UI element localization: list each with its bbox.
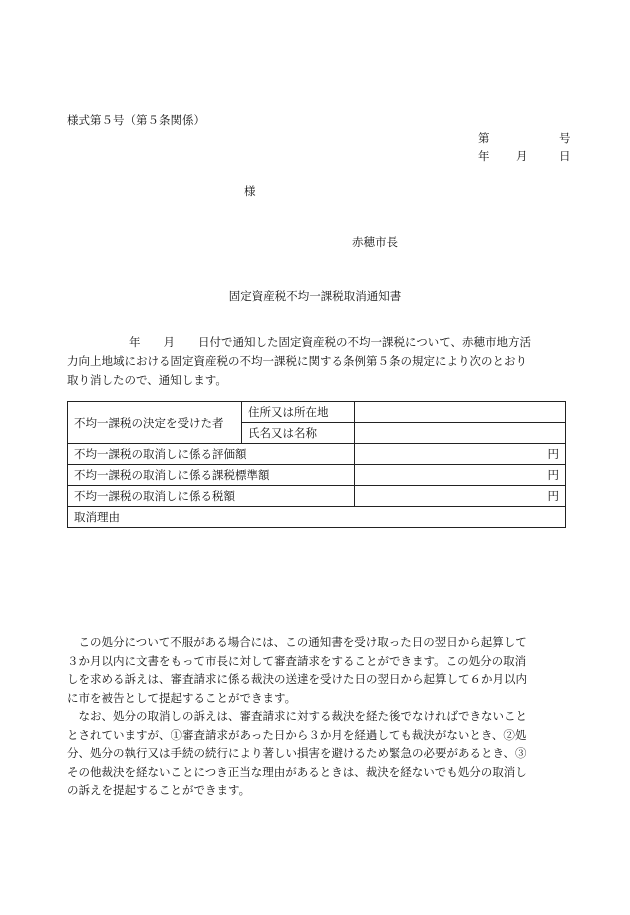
name-value xyxy=(355,423,566,444)
date-year: 年 xyxy=(478,149,490,163)
intro-line-3: 取り消したので、通知します。 xyxy=(67,373,227,387)
address-label: 住所又は所在地 xyxy=(242,402,355,423)
tax-amount-unit: 円 xyxy=(355,486,566,507)
assessed-value-unit: 円 xyxy=(355,444,566,465)
appeal-notice xyxy=(67,633,567,800)
notice-line: この処分について不服がある場合には、この通知書を受け取った日の翌日から起算して xyxy=(67,635,527,649)
notice-line: に市を被告として提起することができます。 xyxy=(67,690,297,705)
assessed-value-label: 不均一課税の取消しに係る評価額 xyxy=(68,444,355,465)
recipient-label: 不均一課税の決定を受けた者 xyxy=(68,402,242,444)
intro-line-2: 力向上地域における固定資産税の不均一課税に関する条例第５条の規定により次のとおり xyxy=(67,354,527,368)
notice-line: ３か月以内に文書をもって市長に対して審査請求をすることができます。この処分の取消 xyxy=(67,653,527,668)
notice-line: とされていますが、①審査請求があった日から３か月を経過しても裁決がないとき、②処 xyxy=(67,727,527,742)
table-row xyxy=(68,486,566,507)
tax-base-label: 不均一課税の取消しに係る課税標準額 xyxy=(68,465,355,486)
tax-base-unit: 円 xyxy=(355,465,566,486)
notice-line: しを求める訴えは、審査請求に係る裁決の送達を受けた日の翌日から起算して６か月以内 xyxy=(67,672,527,686)
tax-amount-label: 不均一課税の取消しに係る税額 xyxy=(68,486,355,507)
number-suffix: 号 xyxy=(559,131,571,145)
table-row xyxy=(68,444,566,465)
number-prefix: 第 xyxy=(478,131,490,145)
document-title: 固定資産税不均一課税取消通知書 xyxy=(228,289,402,303)
date-day: 日 xyxy=(559,149,571,163)
cancellation-details-table xyxy=(67,401,566,528)
address-value xyxy=(355,402,566,423)
notice-line: その他裁決を経ないことにつき正当な理由があるときは、裁決を経ないでも処分の取消し xyxy=(67,764,527,779)
notice-line: 分、処分の執行又は手続の続行により著しい損害を避けるため緊急の必要があるとき、③ xyxy=(67,746,527,760)
issuer-name: 赤穂市長 xyxy=(352,235,398,249)
name-label: 氏名又は名称 xyxy=(242,423,355,444)
date-month: 月 xyxy=(516,149,528,163)
table-row xyxy=(68,465,566,486)
intro-line-1: 年 月 日付で通知した固定資産税の不均一課税について、赤穂市地方活 xyxy=(129,335,532,349)
form-number: 様式第５号（第５条関係） xyxy=(67,113,205,127)
notice-line: の訴えを提起することができます。 xyxy=(67,783,251,797)
notice-line: なお、処分の取消しの訴えは、審査請求に対する裁決を経た後でなければできないこと xyxy=(67,709,527,723)
intro-paragraph xyxy=(67,333,566,390)
addressee-suffix: 様 xyxy=(244,184,256,198)
cancellation-reason: 取消理由 xyxy=(68,507,566,528)
